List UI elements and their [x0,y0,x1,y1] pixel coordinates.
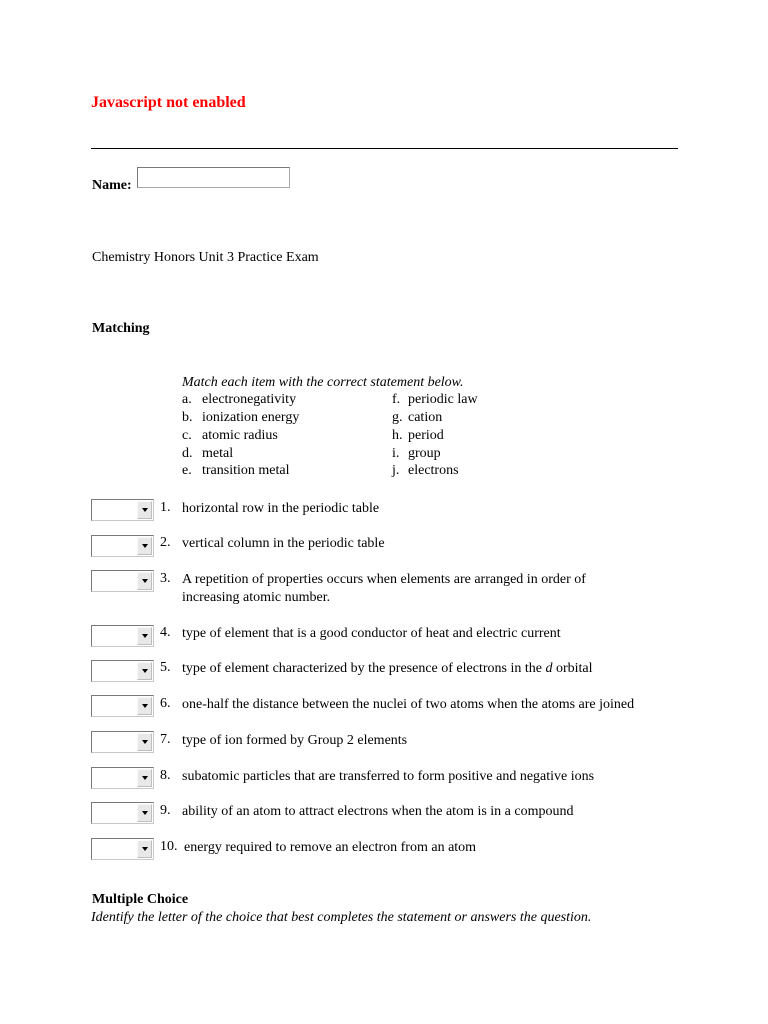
chevron-down-icon [142,740,148,744]
dropdown-button[interactable] [137,697,152,715]
option-item [392,392,478,408]
option-text: electrons [408,463,459,478]
option-item [392,446,441,462]
question-number: 4. [160,625,171,640]
question-number: 2. [160,535,171,550]
chevron-down-icon [142,579,148,583]
question-text-part: orbital [555,661,593,676]
name-label: Name: [92,178,132,193]
option-text: atomic radius [202,428,278,443]
answer-select-6[interactable] [91,695,154,717]
question-number: 1. [160,500,171,515]
option-text: cation [408,410,443,425]
question-number: 6. [160,696,171,711]
dropdown-button[interactable] [137,804,152,822]
multiple-choice-heading: Multiple Choice [92,892,189,907]
answer-select-8[interactable] [91,767,154,789]
answer-select-4[interactable] [91,625,154,647]
option-item [182,392,296,408]
option-letter: c. [182,428,192,443]
option-text: ionization energy [202,410,300,425]
answer-select-3[interactable] [91,570,154,592]
option-text: periodic law [408,392,478,407]
chevron-down-icon [142,811,148,815]
question-number: 9. [160,803,171,818]
matching-instruction: Match each item with the correct statement below. [182,375,464,390]
javascript-warning: Javascript not enabled [91,94,246,111]
option-text: electronegativity [202,392,297,407]
dropdown-button[interactable] [137,769,152,787]
dropdown-button[interactable] [137,501,152,519]
question-number: 7. [160,732,171,747]
answer-select-5[interactable] [91,660,154,682]
option-text: metal [202,446,234,461]
question-number: 8. [160,768,171,783]
option-letter: h. [392,428,403,443]
chevron-down-icon [142,847,148,851]
chevron-down-icon [142,776,148,780]
chevron-down-icon [142,704,148,708]
question-text-line: A repetition of properties occurs when elements are arranged in order of [182,572,586,587]
question-number: 5. [160,660,171,675]
option-letter: d. [182,446,193,461]
option-letter: j. [392,463,400,478]
question-text [182,660,592,678]
option-item [392,428,444,444]
option-text: period [408,428,444,443]
chevron-down-icon [142,634,148,638]
dropdown-button[interactable] [137,572,152,590]
divider [91,148,678,149]
answer-select-10[interactable] [91,838,154,860]
matching-heading: Matching [92,321,150,336]
option-item [182,428,278,444]
option-text: transition metal [202,463,290,478]
dropdown-button[interactable] [137,627,152,645]
option-letter: f. [392,392,401,407]
option-item [182,463,289,479]
question-number: 10. [160,839,178,854]
answer-select-1[interactable] [91,499,154,521]
option-letter: e. [182,463,192,478]
option-item [392,410,442,426]
dropdown-button[interactable] [137,537,152,555]
question-text-line: increasing atomic number. [182,590,331,605]
question-text [182,571,586,607]
chevron-down-icon [142,544,148,548]
answer-select-2[interactable] [91,535,154,557]
multiple-choice-instruction: Identify the letter of the choice that best completes the statement or answers the question. [91,910,592,925]
question-number: 3. [160,571,171,586]
option-item [182,446,233,462]
option-item [392,463,459,479]
option-letter: a. [182,392,192,407]
dropdown-button[interactable] [137,662,152,680]
question-text: vertical column in the periodic table [182,536,385,551]
dropdown-button[interactable] [137,840,152,858]
question-text: horizontal row in the periodic table [182,501,380,516]
chevron-down-icon [142,508,148,512]
option-letter: g. [392,410,403,425]
dropdown-button[interactable] [137,733,152,751]
question-text: subatomic particles that are transferred to form positive and negative ions [182,769,595,784]
question-text: energy required to remove an electron from an atom [184,840,477,855]
answer-select-7[interactable] [91,731,154,753]
question-text: type of element that is a good conductor of heat and electric current [182,626,561,641]
question-text: one-half the distance between the nuclei of two atoms when the atoms are joined [182,697,635,712]
option-text: group [408,446,441,461]
chevron-down-icon [142,669,148,673]
option-item [182,410,299,426]
question-text: type of ion formed by Group 2 elements [182,733,408,748]
name-input[interactable] [137,167,290,188]
exam-title: Chemistry Honors Unit 3 Practice Exam [92,250,319,265]
answer-select-9[interactable] [91,802,154,824]
option-letter: b. [182,410,193,425]
option-letter: i. [392,446,400,461]
question-text: ability of an atom to attract electrons when the atom is in a compound [182,804,574,819]
orbital-letter: d [545,661,553,676]
question-text-part: type of element characterized by the presence of electrons in the [182,661,542,676]
